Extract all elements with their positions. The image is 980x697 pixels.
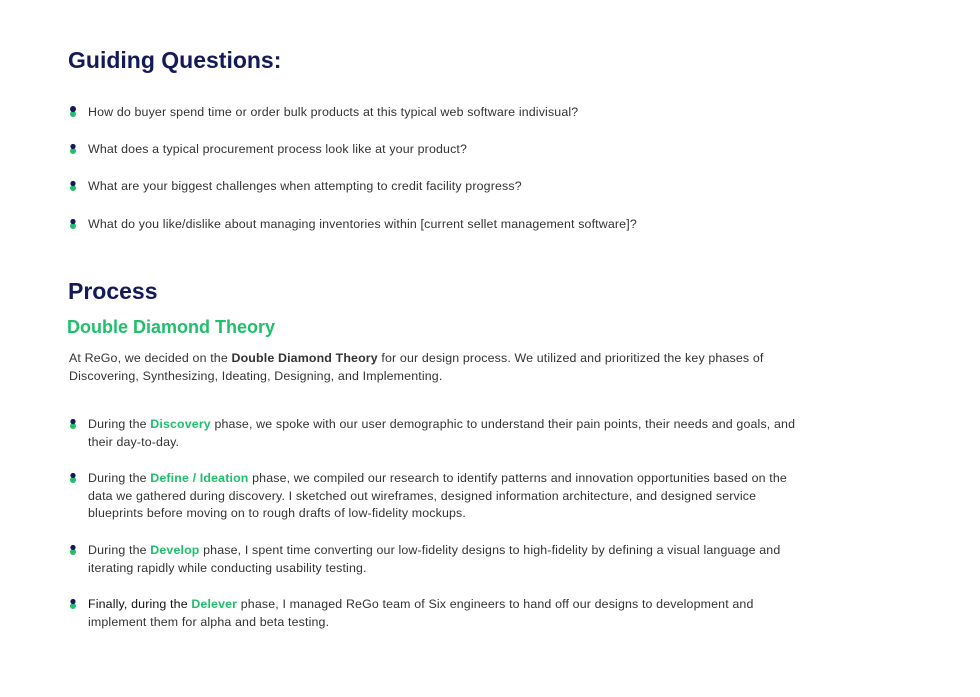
question-item [69, 104, 809, 122]
phase-item-define-ideation [69, 470, 809, 523]
two-tone-dot-icon [69, 544, 77, 555]
double-diamond-subheading: Double Diamond Theory [67, 317, 276, 337]
phase-name: Delever [191, 597, 238, 611]
question-item [69, 216, 809, 234]
phase-name: Discovery [150, 417, 211, 431]
two-tone-dot-icon [69, 472, 77, 483]
question-item [69, 141, 809, 159]
phase-text-after: phase, I managed ReGo team of Six engineers to hand off our designs to development and implement them for alpha and beta testing. [88, 597, 754, 629]
phase-text-before: During the [88, 471, 151, 485]
phase-text [88, 542, 809, 577]
phase-item-develop [69, 542, 809, 577]
intro-bold-text: Double Diamond Theory [231, 351, 378, 365]
phase-item-delever [69, 596, 809, 631]
phase-text [88, 470, 809, 523]
question-text: What does a typical procurement process look like at your product? [88, 142, 468, 156]
guiding-questions-heading: Guiding Questions: [68, 47, 282, 73]
phase-text [88, 596, 809, 631]
intro-text-before: At ReGo, we decided on the [69, 351, 232, 365]
question-item [69, 178, 809, 196]
phase-name: Define / Ideation [150, 471, 249, 485]
phase-text-after: phase, I spent time converting our low-fidelity designs to high-fidelity by defining a visual language and iterating rapidly while conducting usability testing. [88, 543, 781, 575]
phase-name: Develop [150, 543, 200, 557]
two-tone-dot-icon [69, 106, 77, 117]
two-tone-dot-icon [69, 418, 77, 429]
phase-text-after: phase, we compiled our research to identify patterns and innovation opportunities based on the data we gathered during discovery. I sketched out wireframes, designed information architecture, and designed service blueprints before moving on to rough drafts of low-fidelity mockups. [88, 471, 787, 520]
question-text: What do you like/dislike about managing inventories within [current sellet management software]? [88, 217, 637, 231]
two-tone-dot-icon [69, 143, 77, 154]
phase-text-after: phase, we spoke with our user demographic to understand their pain points, their needs and goals, and their day-to-day. [88, 417, 796, 449]
phase-text-before: Finally, during the [88, 597, 192, 611]
two-tone-dot-icon [69, 180, 77, 191]
question-text: How do buyer spend time or order bulk products at this typical web software indivisual? [88, 105, 579, 119]
phase-text-before: During the [88, 417, 151, 431]
question-text: What are your biggest challenges when attempting to credit facility progress? [88, 179, 522, 193]
phase-item-discovery [69, 416, 809, 451]
phase-text-before: During the [88, 543, 151, 557]
two-tone-dot-icon [69, 218, 77, 229]
intro-text-after: for our design process. We utilized and prioritized the key phases of Discovering, Synthesizing, Ideating, Designing, and Implementing. [69, 351, 764, 383]
two-tone-dot-icon [69, 598, 77, 609]
process-intro-paragraph [69, 350, 789, 385]
phase-text [88, 416, 809, 451]
process-heading: Process [68, 278, 158, 304]
